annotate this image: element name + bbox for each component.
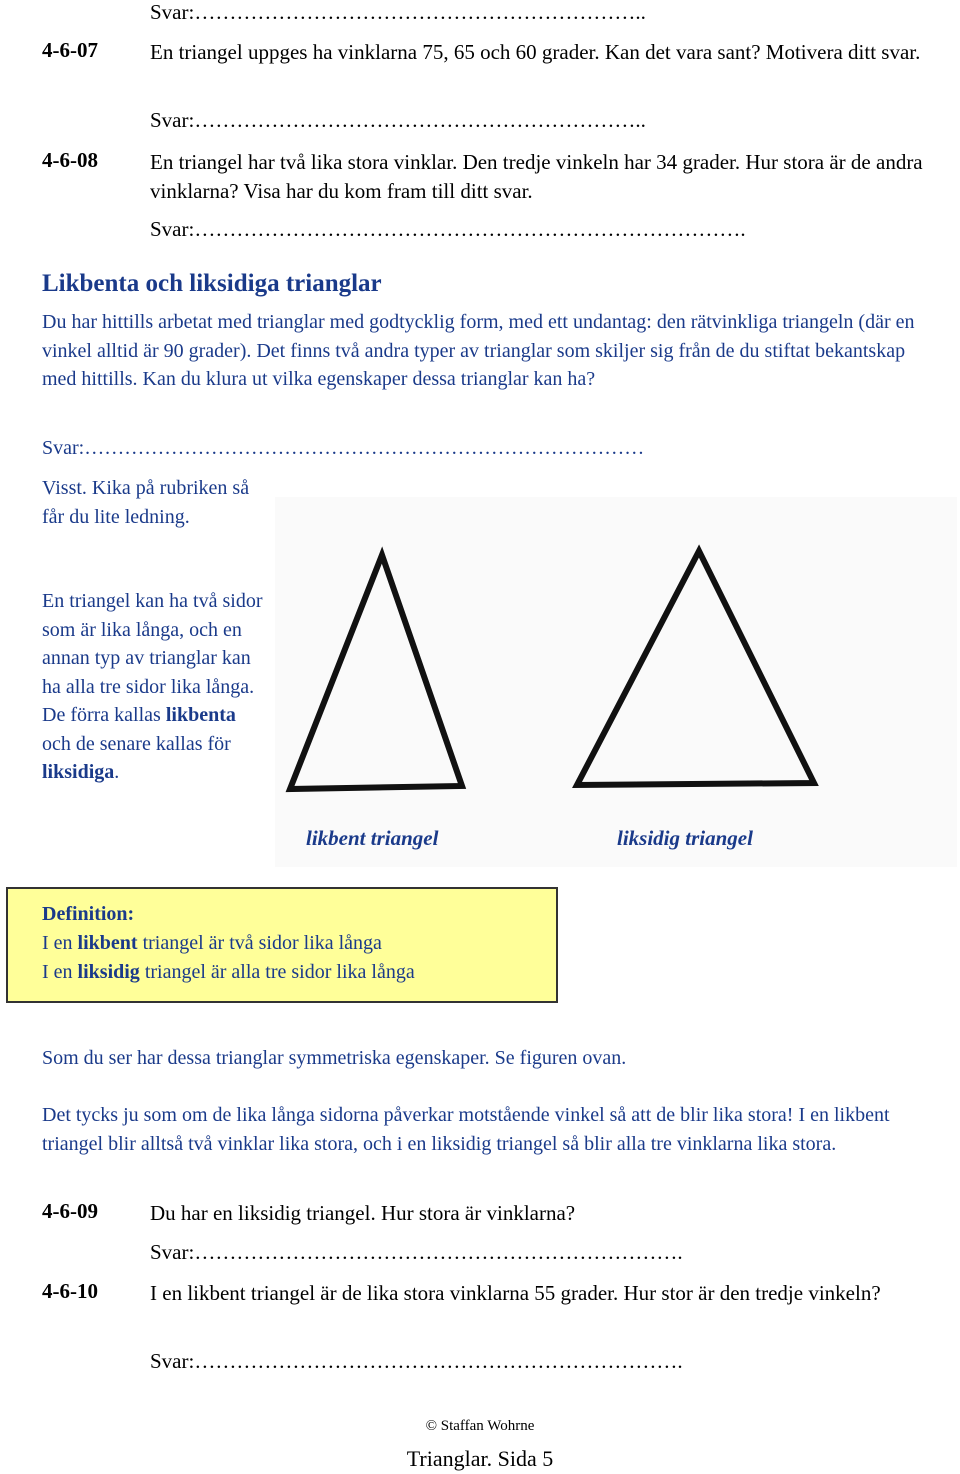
question-text: I en likbent triangel är de lika stora vinklarna 55 grader. Hur stor är den tredje vinkeln? [150, 1281, 881, 1305]
hint-text: Visst. Kika på rubriken så får du lite ledning. [42, 477, 250, 528]
answer-line: Svar:……………………………………………………………. [150, 1349, 683, 1373]
caption-equilateral: liksidig triangel [617, 826, 753, 850]
copyright: © Staffan Wohrne [425, 1418, 535, 1434]
isosceles-triangle [290, 555, 462, 789]
def-text: triangel är alla tre sidor lika långa [139, 961, 415, 983]
def-term: likbent [77, 932, 138, 954]
answer-line: Svar:……………………………………………………….. [150, 108, 646, 132]
question-text: En triangel har två lika stora vinklar. Den tredje vinkeln har 34 grader. Hur stora är de andra vinklarna? Visa har du kom fram till ditt svar. [150, 150, 923, 203]
question-number: 4-6-10 [42, 1279, 98, 1303]
page-footer: Trianglar. Sida 5 [406, 1446, 554, 1471]
question-number: 4-6-08 [42, 148, 98, 172]
intro-paragraph: Du har hittills arbetat med trianglar med godtycklig form, med ett undantag: den rätvinkliga triangeln (där en vinkel alltid är 90 grader). Det finns två andra typer av trianglar som skiljer sig från de du stiftat bekantskap med hittills. Kan du klura ut vilka egenskaper dessa trianglar kan ha? [42, 311, 915, 390]
answer-line: Svar:……………………………………………………………. [150, 1240, 683, 1264]
def-term: liksidig [77, 961, 140, 983]
caption-isosceles: likbent triangel [306, 826, 439, 850]
term-liksidiga: liksidiga [42, 761, 115, 783]
side-text-part: . [114, 761, 120, 783]
side-text-part: och de senare kallas för [42, 732, 231, 755]
question-text: En triangel uppges ha vinklarna 75, 65 och 60 grader. Kan det vara sant? Motivera ditt svar. [150, 40, 921, 64]
question-number: 4-6-07 [42, 38, 98, 62]
term-likbenta: likbenta [165, 704, 236, 726]
definition-line-2 [42, 961, 415, 984]
triangles-drawing [275, 497, 957, 867]
answer-line-previous: Svar:……………………………………………………….. [150, 0, 646, 24]
intro-answer-line: Svar:………………………………………………………………………… [42, 437, 645, 459]
side-text-part: En triangel kan ha två sidor som är lika långa, och en annan typ av trianglar kan ha alla tre sidor lika långa. De förra kallas [42, 590, 263, 726]
question-text: Du har en liksidig triangel. Hur stora är vinklarna? [150, 1201, 576, 1225]
definition-box [6, 887, 558, 1003]
definition-line-1 [42, 932, 382, 955]
question-number: 4-6-09 [42, 1199, 98, 1223]
def-text: I en [42, 961, 78, 983]
equilateral-triangle [577, 551, 814, 785]
answer-line: Svar:……………………………………………………………………. [150, 217, 746, 241]
definition-title: Definition: [42, 903, 135, 925]
section-heading: Likbenta och liksidiga trianglar [42, 270, 382, 297]
def-text: I en [42, 932, 78, 954]
angles-paragraph: Det tycks ju som om de lika långa sidorna påverkar motstående vinkel så att de blir lika stora! I en likbent triangel blir alltså två vinklar lika stora, och i en liksidig triangel så blir alla tre vinklarna lika stora. [42, 1104, 890, 1155]
symmetry-paragraph: Som du ser har dessa trianglar symmetriska egenskaper. Se figuren ovan. [42, 1047, 627, 1069]
def-text: triangel är två sidor lika långa [137, 932, 382, 954]
triangle-figure [275, 497, 957, 867]
side-description [42, 587, 267, 787]
